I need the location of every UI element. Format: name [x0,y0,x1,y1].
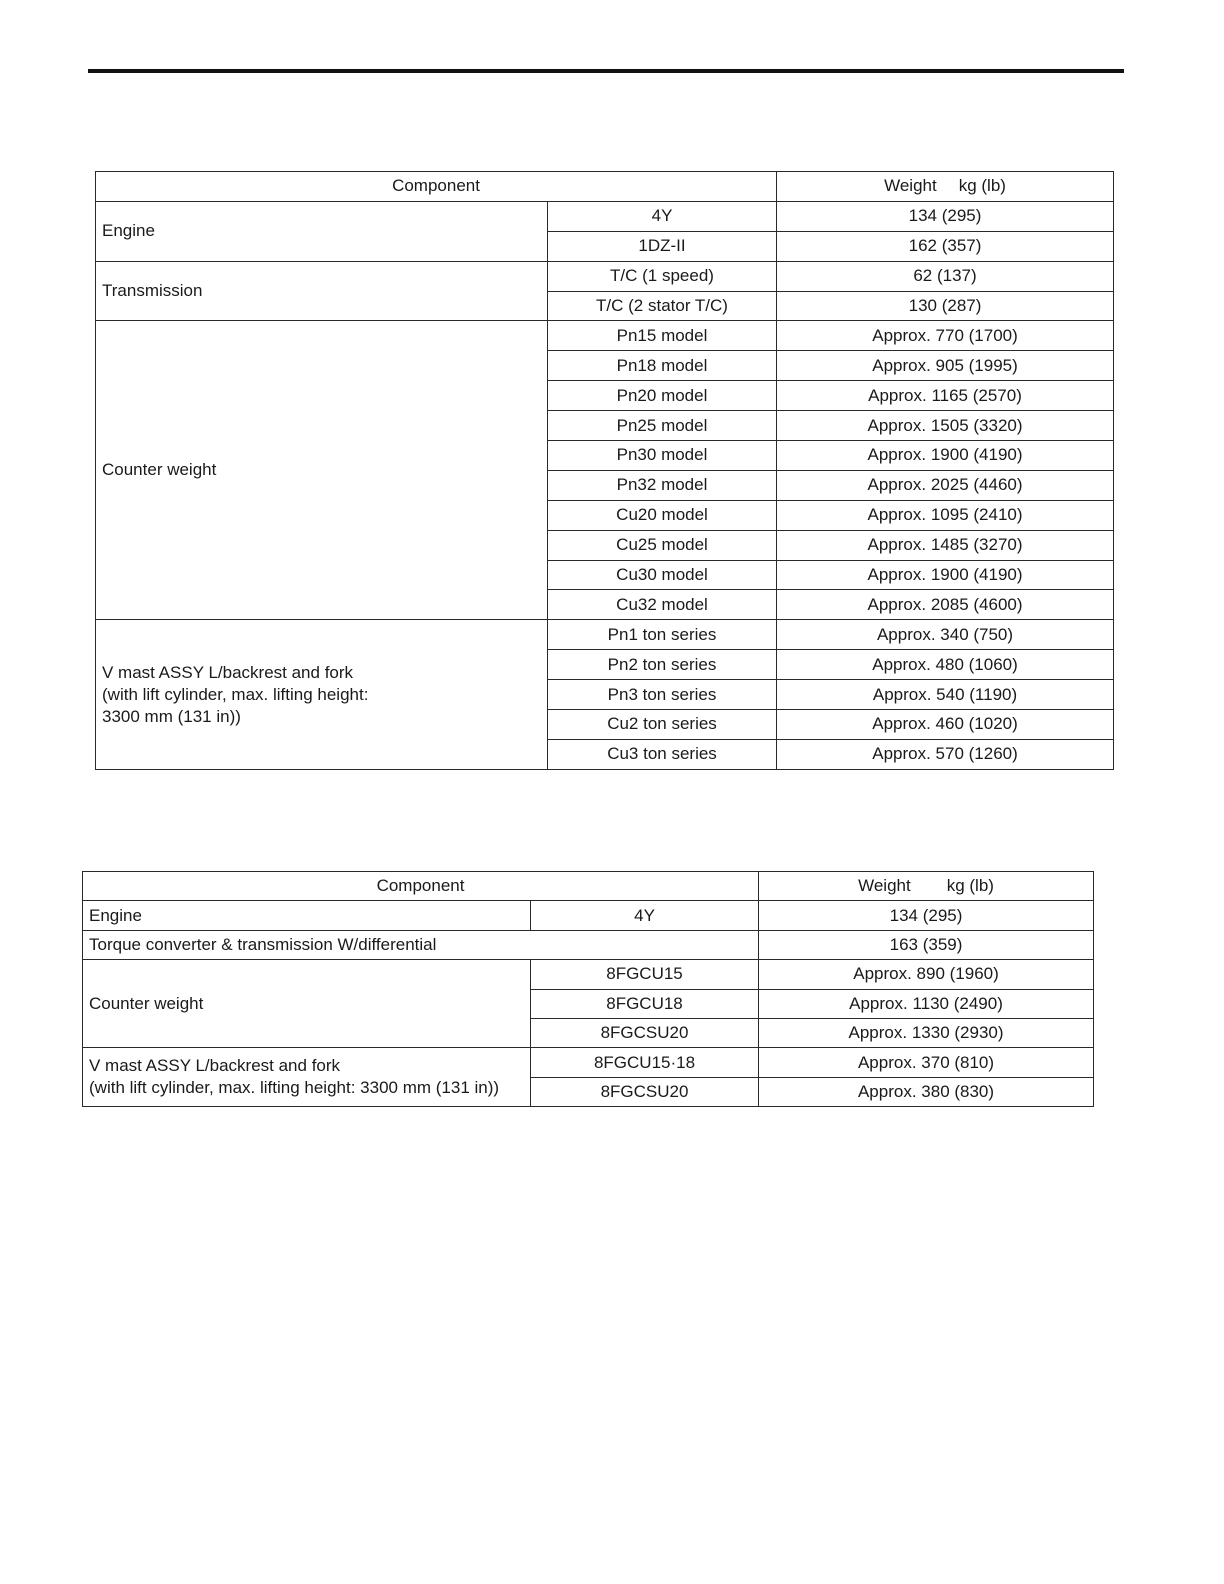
mast-weight: Approx. 480 (1060) [777,650,1114,680]
torque-converter-label: Torque converter & transmission W/differential [83,930,759,959]
mast-model: Pn2 ton series [548,650,777,680]
counter-weight-value: Approx. 1095 (2410) [777,500,1114,530]
counter-weight-value: Approx. 2085 (4600) [777,590,1114,620]
weight-header [759,872,1094,901]
engine-label: Engine [83,901,531,930]
counter-weight-value: Approx. 770 (1700) [777,321,1114,351]
counter-weight-model: Pn15 model [548,321,777,351]
engine-label: Engine [96,201,548,261]
table-header-row [83,872,1094,901]
counter-weight-model: Cu30 model [548,560,777,590]
weight-header-label: Weight [858,876,911,896]
counter-weight-value: Approx. 890 (1960) [759,960,1094,989]
counter-weight-value: Approx. 2025 (4460) [777,470,1114,500]
engine-weight: 134 (295) [777,201,1114,231]
table-row [83,930,1094,959]
table-row [96,261,1114,291]
counter-weight-model: Cu25 model [548,530,777,560]
transmission-weight: 62 (137) [777,261,1114,291]
table-row [96,620,1114,650]
mast-model: Pn1 ton series [548,620,777,650]
engine-model: 4Y [548,201,777,231]
transmission-model: T/C (1 speed) [548,261,777,291]
counter-weight-value: Approx. 1505 (3320) [777,411,1114,441]
mast-weight: Approx. 340 (750) [777,620,1114,650]
counter-weight-value: Approx. 1330 (2930) [759,1018,1094,1047]
component-header: Component [96,172,777,202]
counter-weight-model: Pn25 model [548,411,777,441]
mast-weight: Approx. 540 (1190) [777,680,1114,710]
counter-weight-model: Cu20 model [548,500,777,530]
weights-table-2 [82,871,1094,1107]
weight-header [777,172,1114,202]
mast-weight: Approx. 460 (1020) [777,710,1114,740]
table-row [96,201,1114,231]
transmission-weight: 130 (287) [777,291,1114,321]
header-rule [88,69,1124,73]
counter-weight-model: Pn30 model [548,441,777,471]
mast-weight: Approx. 570 (1260) [777,739,1114,769]
transmission-model: T/C (2 stator T/C) [548,291,777,321]
mast-label-line1: V mast ASSY L/backrest and fork [89,1056,341,1076]
counter-weight-model: Pn18 model [548,351,777,381]
mast-weight: Approx. 380 (830) [759,1077,1094,1106]
table-row [96,321,1114,351]
counter-weight-value: Approx. 1165 (2570) [777,381,1114,411]
table-row [83,901,1094,930]
engine-weight: 134 (295) [759,901,1094,930]
counter-weight-value: Approx. 1900 (4190) [777,560,1114,590]
transmission-label: Transmission [96,261,548,321]
mast-model: Cu3 ton series [548,739,777,769]
counter-weight-label: Counter weight [83,960,531,1048]
table-header-row [96,172,1114,202]
mast-weight: Approx. 370 (810) [759,1048,1094,1077]
counter-weight-model: Cu32 model [548,590,777,620]
counter-weight-value: Approx. 1485 (3270) [777,530,1114,560]
mast-label-line3: 3300 mm (131 in)) [102,706,241,726]
mast-model: Pn3 ton series [548,680,777,710]
mast-model: 8FGCSU20 [531,1077,759,1106]
counter-weight-value: Approx. 1900 (4190) [777,441,1114,471]
mast-label-line2: (with lift cylinder, max. lifting height: [102,684,369,704]
counter-weight-model: Pn32 model [548,470,777,500]
counter-weight-model: Pn20 model [548,381,777,411]
weight-header-unit: kg (lb) [958,176,1006,196]
component-header: Component [83,872,759,901]
counter-weight-value: Approx. 1130 (2490) [759,989,1094,1018]
mast-label [96,620,548,769]
weights-table-1 [95,171,1114,770]
table-row [83,960,1094,989]
mast-label [83,1048,531,1107]
engine-model: 1DZ-II [548,231,777,261]
counter-weight-value: Approx. 905 (1995) [777,351,1114,381]
counter-weight-model: 8FGCU18 [531,989,759,1018]
mast-label-line1: V mast ASSY L/backrest and fork [102,662,354,682]
torque-converter-weight: 163 (359) [759,930,1094,959]
table-row [83,1048,1094,1077]
weight-header-unit: kg (lb) [946,876,994,896]
counter-weight-model: 8FGCSU20 [531,1018,759,1047]
engine-weight: 162 (357) [777,231,1114,261]
weight-header-label: Weight [884,176,937,196]
engine-model: 4Y [531,901,759,930]
mast-model: 8FGCU15·18 [531,1048,759,1077]
mast-model: Cu2 ton series [548,710,777,740]
counter-weight-model: 8FGCU15 [531,960,759,989]
counter-weight-label: Counter weight [96,321,548,620]
mast-label-line2: (with lift cylinder, max. lifting height: 3300 mm (131 in)) [89,1078,500,1098]
